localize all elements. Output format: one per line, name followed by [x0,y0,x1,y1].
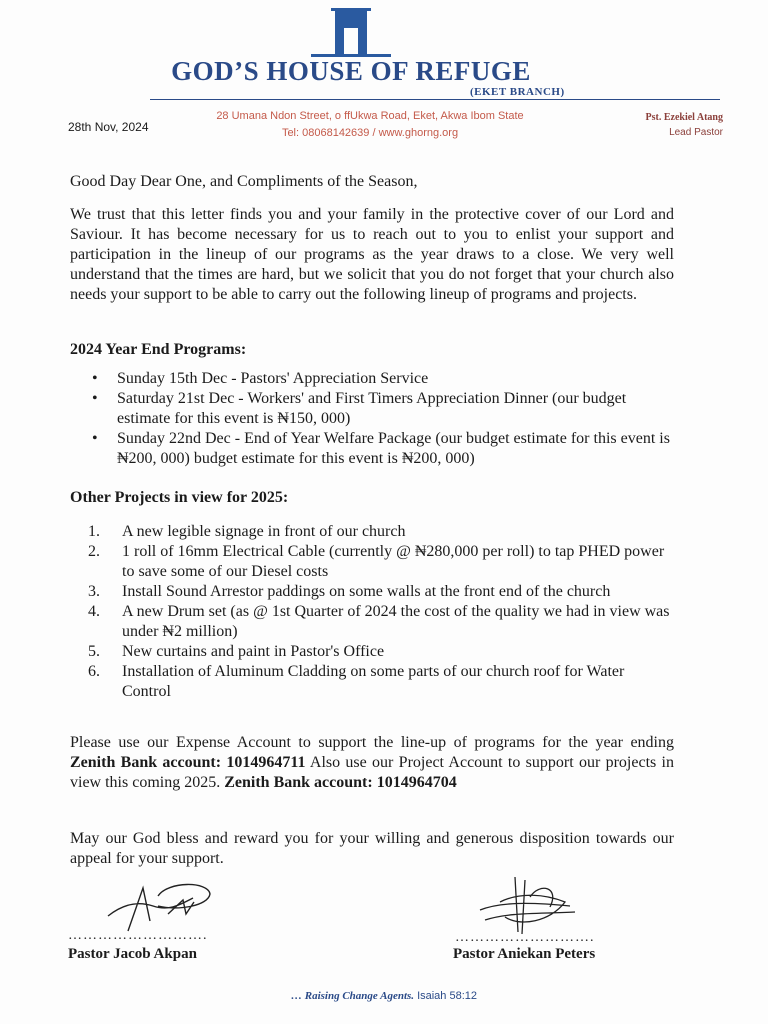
appeal-paragraph [70,733,674,793]
list-item [70,429,674,469]
item-number: 1. [88,523,100,540]
lead-pastor-role: Lead Pastor [669,127,723,138]
list-item [70,582,674,602]
closing-paragraph: May our God bless and reward you for your willing and generous disposition towards our appeal for your support. [70,830,674,867]
projects-heading: Other Projects in view for 2025: [70,489,289,506]
header-divider [150,99,720,100]
project-account-number: Zenith Bank account: 1014964704 [224,774,457,791]
address-line: 28 Umana Ndon Street, o ffUkwa Road, Eket, Akwa Ibom State [216,110,524,122]
list-item [70,642,674,662]
signature-left-image [98,876,218,936]
item-number: 2. [88,543,100,560]
greeting: Good Day Dear One, and Compliments of the Season, [70,173,418,190]
branch-label: (EKET BRANCH) [470,86,565,98]
list-item [70,542,674,582]
letter-date: 28th Nov, 2024 [68,120,149,134]
programs-list [70,369,674,469]
church-logo-icon [311,8,391,58]
project-text: New curtains and paint in Pastor's Office [122,643,385,660]
appeal-text: Please use our Expense Account to support the line-up of programs for the year ending [70,734,674,751]
project-text: 1 roll of 16mm Electrical Cable (currently @ ₦280,000 per roll) to tap PHED power to save some of our Diesel costs [122,543,665,580]
project-text: Installation of Aluminum Cladding on some parts of our church roof for Water Control [122,663,625,700]
programs-heading: 2024 Year End Programs: [70,341,247,358]
list-item [70,662,674,702]
signatory-right-name: Pastor Aniekan Peters [453,946,596,962]
item-number: 4. [88,603,100,620]
bullet-icon: • [92,390,98,407]
expense-account-number: Zenith Bank account: 1014964711 [70,754,306,771]
footer-motto: … Raising Change Agents. [290,990,415,1002]
signature-line-right: ………………………. [455,930,595,945]
list-item [70,602,674,642]
list-item [70,522,674,542]
church-name: GOD’S HOUSE OF REFUGE [171,56,531,86]
intro-paragraph: We trust that this letter finds you and your family in the protective cover of our Lord and Saviour. It has become necessary for us to reach out to you to enlist your support and participation in the lineup of our programs as the year draws to a close. We very well understand that the times are hard, but we solicit that you do not forget that your church also needs your support to be able to carry out the following lineup of programs and projects. [70,206,674,303]
signatory-left-name: Pastor Jacob Akpan [68,946,197,962]
project-text: A new Drum set (as @ 1st Quarter of 2024 the cost of the quality we had in view was under ₦2 million) [122,603,670,640]
footer-verse: Isaiah 58:12 [417,990,477,1002]
item-number: 5. [88,643,100,660]
program-text: Sunday 15th Dec - Pastors' Appreciation Service [117,370,429,387]
lead-pastor-name: Pst. Ezekiel Atang [645,112,723,123]
church-address [170,108,570,142]
bullet-icon: • [92,370,98,387]
project-text: Install Sound Arrestor paddings on some walls at the front end of the church [122,583,611,600]
program-text: Saturday 21st Dec - Workers' and First Timers Appreciation Dinner (our budget estimate for this event is ₦150, 000) [117,390,627,427]
signature-line-left: ………………………. [68,928,208,943]
bullet-icon: • [92,430,98,447]
program-text: Sunday 22nd Dec - End of Year Welfare Package (our budget estimate for this event is ₦200, 000) budget estimate for this event is ₦200, 000) [117,430,670,467]
item-number: 3. [88,583,100,600]
contact-line: Tel: 08068142639 / www.ghorng.org [281,127,459,139]
appeal-text: Also use our Project Account to support our projects in view this coming 2025. [70,754,674,791]
footer [0,990,768,1002]
project-text: A new legible signage in front of our church [122,523,406,540]
list-item [70,369,674,389]
list-item [70,389,674,429]
projects-list [70,522,674,702]
item-number: 6. [88,663,100,680]
lead-pastor-block [560,110,723,140]
